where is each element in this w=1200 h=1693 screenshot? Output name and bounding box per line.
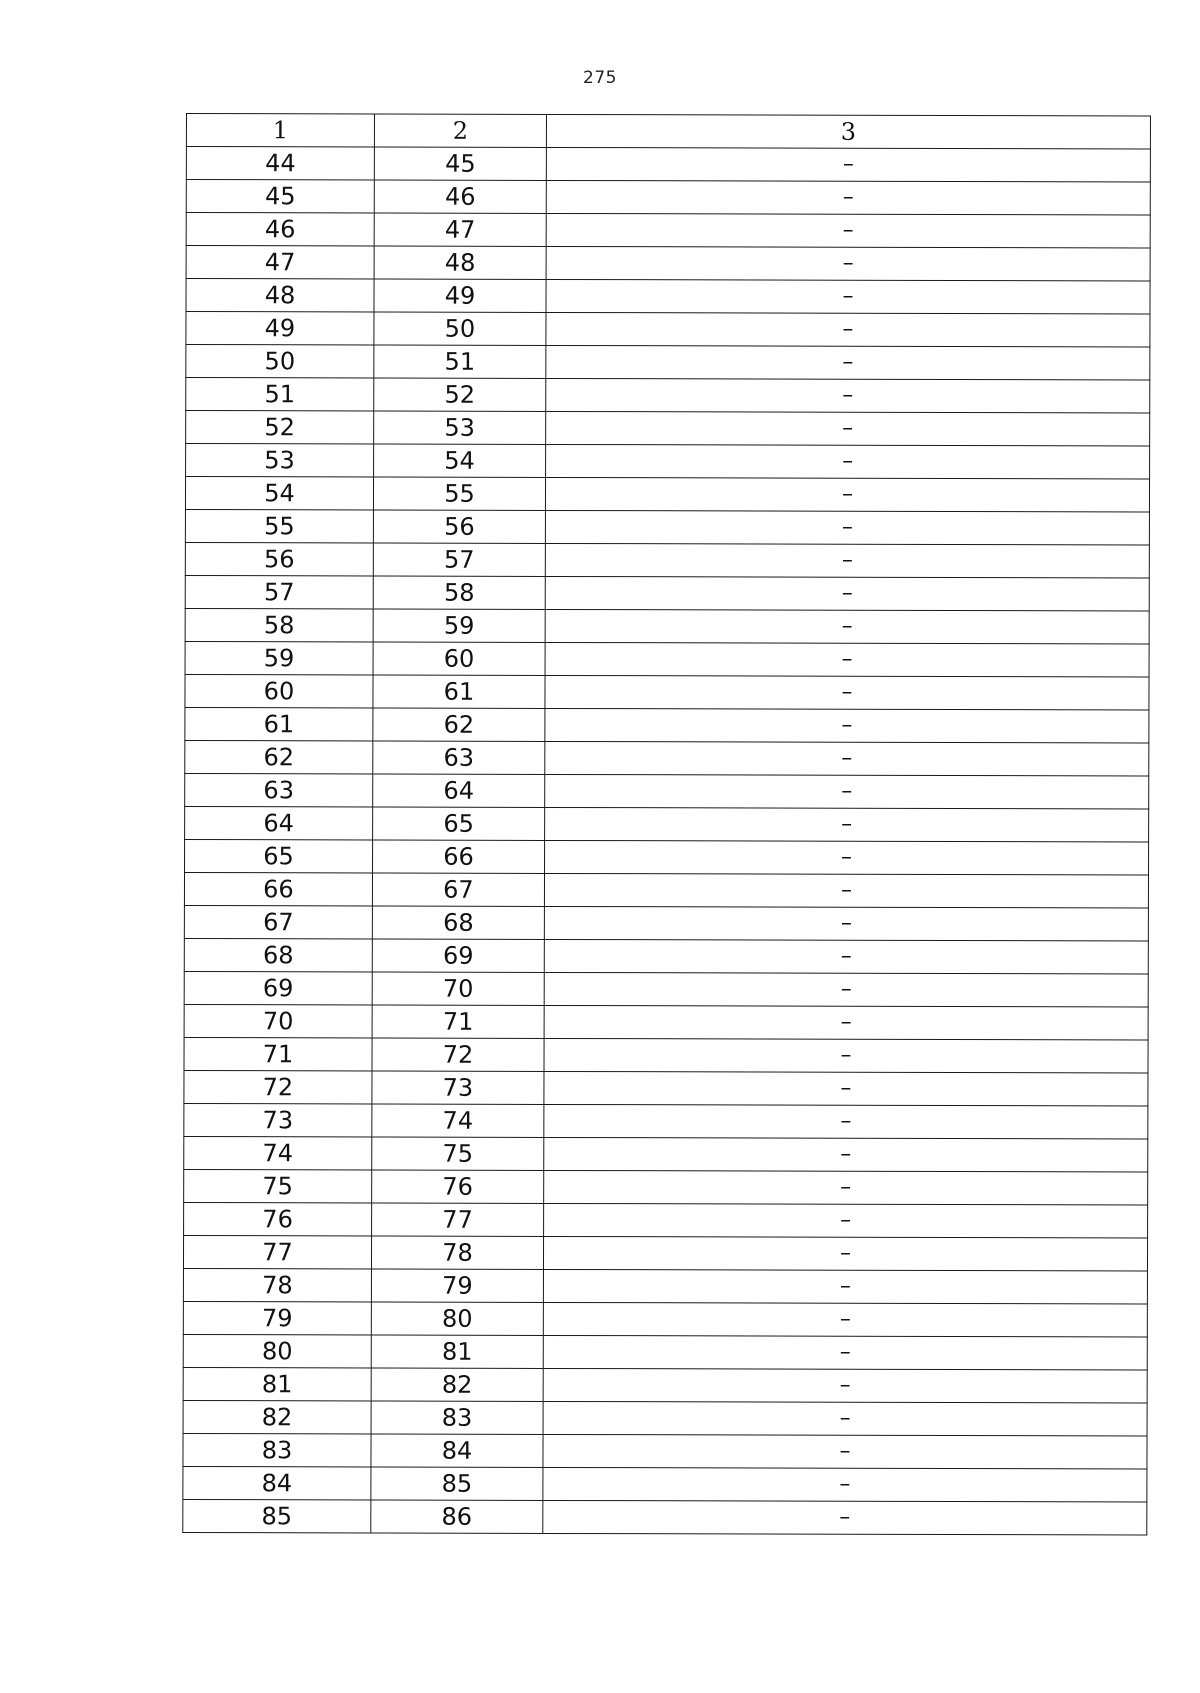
table-cell-col-2: 77 [372, 1203, 544, 1236]
table-cell-col-1: 64 [185, 806, 373, 839]
table-cell-col-1: 71 [184, 1037, 372, 1070]
table-row [184, 872, 1148, 908]
table-row [184, 938, 1148, 974]
table-cell-col-3: – [544, 939, 1148, 974]
table-cell-col-3: – [543, 1401, 1147, 1436]
table-cell-col-1: 74 [184, 1136, 372, 1169]
table-cell-col-3: – [546, 312, 1150, 347]
table-cell-col-3: – [546, 279, 1150, 314]
table-row [185, 542, 1149, 578]
table-cell-col-2: 46 [374, 180, 546, 213]
table-cell-col-1: 73 [184, 1103, 372, 1136]
table-cell-col-3: – [543, 1368, 1147, 1403]
table-cell-col-1: 84 [183, 1466, 371, 1499]
table-cell-col-2: 63 [373, 741, 545, 774]
table-cell-col-3: – [545, 708, 1149, 743]
table-cell-col-3: – [545, 840, 1149, 875]
table-row [184, 1037, 1148, 1073]
column-header-2: 2 [374, 114, 546, 147]
table-row [183, 1235, 1147, 1271]
table-cell-col-3: – [543, 1434, 1147, 1469]
table-row [186, 345, 1150, 381]
table-cell-col-1: 52 [186, 411, 374, 444]
table-row [184, 1202, 1148, 1238]
table-cell-col-2: 58 [373, 576, 545, 609]
column-header-3: 3 [546, 114, 1150, 149]
table-cell-col-1: 48 [186, 279, 374, 312]
table-cell-col-2: 71 [372, 1005, 544, 1038]
table-cell-col-3: – [545, 675, 1149, 710]
table-row [185, 509, 1149, 545]
table-cell-col-2: 55 [373, 477, 545, 510]
table-cell-col-2: 66 [373, 840, 545, 873]
table-row [184, 1103, 1148, 1139]
table-cell-col-1: 70 [184, 1004, 372, 1037]
table-cell-col-2: 59 [373, 609, 545, 642]
table-cell-col-2: 78 [371, 1236, 543, 1269]
table-cell-col-2: 76 [372, 1170, 544, 1203]
table-cell-col-2: 54 [374, 444, 546, 477]
table-cell-col-3: – [544, 1104, 1148, 1139]
table-cell-col-1: 76 [184, 1202, 372, 1235]
table-cell-col-3: – [545, 642, 1149, 677]
table-cell-col-1: 77 [183, 1235, 371, 1268]
table-cell-col-3: – [546, 444, 1150, 479]
table-cell-col-3: – [546, 213, 1150, 248]
table-cell-col-1: 57 [185, 575, 373, 608]
table-cell-col-3: – [545, 609, 1149, 644]
table-cell-col-1: 80 [183, 1334, 371, 1367]
table-cell-col-2: 56 [373, 510, 545, 543]
table-row [185, 707, 1149, 743]
table-cell-col-2: 62 [373, 708, 545, 741]
table-cell-col-1: 66 [184, 872, 372, 905]
table-cell-col-3: – [545, 543, 1149, 578]
table-cell-col-2: 82 [371, 1368, 543, 1401]
table-row [185, 839, 1149, 875]
table-cell-col-2: 80 [371, 1302, 543, 1335]
table-row [183, 1268, 1147, 1304]
table-row [186, 246, 1150, 282]
table-row [183, 1400, 1147, 1436]
table-cell-col-1: 58 [185, 608, 373, 641]
table-cell-col-3: – [546, 378, 1150, 413]
table-row [185, 575, 1149, 611]
table-cell-col-1: 45 [186, 180, 374, 213]
table-row [184, 1136, 1148, 1172]
table-cell-col-1: 55 [185, 509, 373, 542]
table-cell-col-2: 51 [374, 345, 546, 378]
table-cell-col-3: – [543, 1302, 1147, 1337]
table-cell-col-3: – [543, 1236, 1147, 1271]
table-row [185, 740, 1149, 776]
table-cell-col-1: 49 [186, 312, 374, 345]
table-row [185, 641, 1149, 677]
table-cell-col-2: 83 [371, 1401, 543, 1434]
table-cell-col-3: – [544, 1170, 1148, 1205]
table-cell-col-1: 67 [184, 905, 372, 938]
table-cell-col-2: 61 [373, 675, 545, 708]
table-cell-col-3: – [545, 741, 1149, 776]
table-row [183, 1301, 1147, 1337]
table-cell-col-1: 47 [186, 246, 374, 279]
table-cell-col-3: – [545, 807, 1149, 842]
table-row [186, 378, 1150, 414]
table-cell-col-3: – [543, 1500, 1147, 1535]
table-row [186, 411, 1150, 447]
table-row [183, 1334, 1147, 1370]
table-cell-col-2: 72 [372, 1038, 544, 1071]
table-row [185, 806, 1149, 842]
table-cell-col-1: 62 [185, 740, 373, 773]
table-cell-col-1: 50 [186, 345, 374, 378]
table-cell-col-3: – [546, 147, 1150, 182]
table-cell-col-1: 79 [183, 1301, 371, 1334]
table-cell-col-1: 72 [184, 1070, 372, 1103]
table-cell-col-2: 60 [373, 642, 545, 675]
table-cell-col-2: 45 [374, 147, 546, 180]
table-cell-col-1: 65 [185, 839, 373, 872]
table-body [183, 147, 1151, 1536]
table-cell-col-2: 84 [371, 1434, 543, 1467]
table-cell-col-1: 82 [183, 1400, 371, 1433]
table-row [186, 444, 1150, 480]
table-cell-col-2: 85 [371, 1467, 543, 1500]
table-cell-col-2: 67 [372, 873, 544, 906]
table-row [186, 279, 1150, 315]
table-cell-col-2: 79 [371, 1269, 543, 1302]
table-cell-col-1: 56 [185, 542, 373, 575]
table-row [183, 1433, 1147, 1469]
table-cell-col-3: – [544, 1137, 1148, 1172]
table-row [183, 1499, 1147, 1535]
table-cell-col-3: – [544, 1038, 1148, 1073]
table-cell-col-1: 83 [183, 1433, 371, 1466]
table-cell-col-3: – [544, 972, 1148, 1007]
table-cell-col-1: 75 [184, 1169, 372, 1202]
table-cell-col-1: 59 [185, 641, 373, 674]
table-cell-col-2: 81 [371, 1335, 543, 1368]
table-row [184, 971, 1148, 1007]
table-cell-col-3: – [543, 1467, 1147, 1502]
page-number: 275 [583, 68, 617, 88]
table-row [183, 1367, 1147, 1403]
table-cell-col-3: – [546, 411, 1150, 446]
table-cell-col-1: 81 [183, 1367, 371, 1400]
table-cell-col-2: 68 [372, 906, 544, 939]
table-cell-col-3: – [544, 1203, 1148, 1238]
table-cell-col-1: 53 [186, 444, 374, 477]
table-cell-col-3: – [543, 1335, 1147, 1370]
table-row [185, 773, 1149, 809]
table-cell-col-1: 46 [186, 213, 374, 246]
table-cell-col-2: 47 [374, 213, 546, 246]
table-cell-col-3: – [545, 477, 1149, 512]
table-row [186, 147, 1150, 183]
table-row [185, 608, 1149, 644]
table-cell-col-1: 85 [183, 1499, 371, 1532]
table-cell-col-2: 64 [373, 774, 545, 807]
table-cell-col-3: – [545, 774, 1149, 809]
table-cell-col-3: – [543, 1269, 1147, 1304]
table-row [184, 905, 1148, 941]
table-row [185, 674, 1149, 710]
table-cell-col-3: – [546, 246, 1150, 281]
table-cell-col-2: 57 [373, 543, 545, 576]
table-row [184, 1004, 1148, 1040]
table-cell-col-2: 69 [372, 939, 544, 972]
table-cell-col-1: 54 [185, 477, 373, 510]
table-cell-col-3: – [546, 180, 1150, 215]
table-cell-col-3: – [544, 1005, 1148, 1040]
header-row [186, 114, 1150, 150]
table-row [186, 180, 1150, 216]
table-cell-col-2: 50 [374, 312, 546, 345]
table-row [184, 1070, 1148, 1106]
table-cell-col-2: 53 [374, 411, 546, 444]
table-row [185, 477, 1149, 513]
table-cell-col-1: 44 [186, 147, 374, 180]
table-cell-col-1: 68 [184, 938, 372, 971]
data-table [182, 113, 1151, 1536]
table-cell-col-2: 70 [372, 972, 544, 1005]
table-cell-col-2: 52 [374, 378, 546, 411]
table-cell-col-1: 61 [185, 707, 373, 740]
table-cell-col-3: – [544, 1071, 1148, 1106]
table-cell-col-2: 73 [372, 1071, 544, 1104]
table-cell-col-3: – [545, 510, 1149, 545]
table-cell-col-3: – [546, 345, 1150, 380]
table-cell-col-2: 65 [373, 807, 545, 840]
table-cell-col-1: 60 [185, 674, 373, 707]
table-cell-col-2: 74 [372, 1104, 544, 1137]
table-cell-col-2: 48 [374, 246, 546, 279]
table-cell-col-1: 78 [183, 1268, 371, 1301]
table-cell-col-1: 69 [184, 971, 372, 1004]
table-cell-col-2: 75 [372, 1137, 544, 1170]
table-row [183, 1466, 1147, 1502]
table-cell-col-2: 49 [374, 279, 546, 312]
table-header [186, 114, 1150, 150]
table-cell-col-3: – [544, 873, 1148, 908]
table-cell-col-1: 51 [186, 378, 374, 411]
table-cell-col-1: 63 [185, 773, 373, 806]
table-cell-col-3: – [544, 906, 1148, 941]
table-row [186, 213, 1150, 249]
table-row [186, 312, 1150, 348]
column-header-1: 1 [186, 114, 374, 147]
table-row [184, 1169, 1148, 1205]
table-cell-col-3: – [545, 576, 1149, 611]
table-cell-col-2: 86 [371, 1500, 543, 1533]
